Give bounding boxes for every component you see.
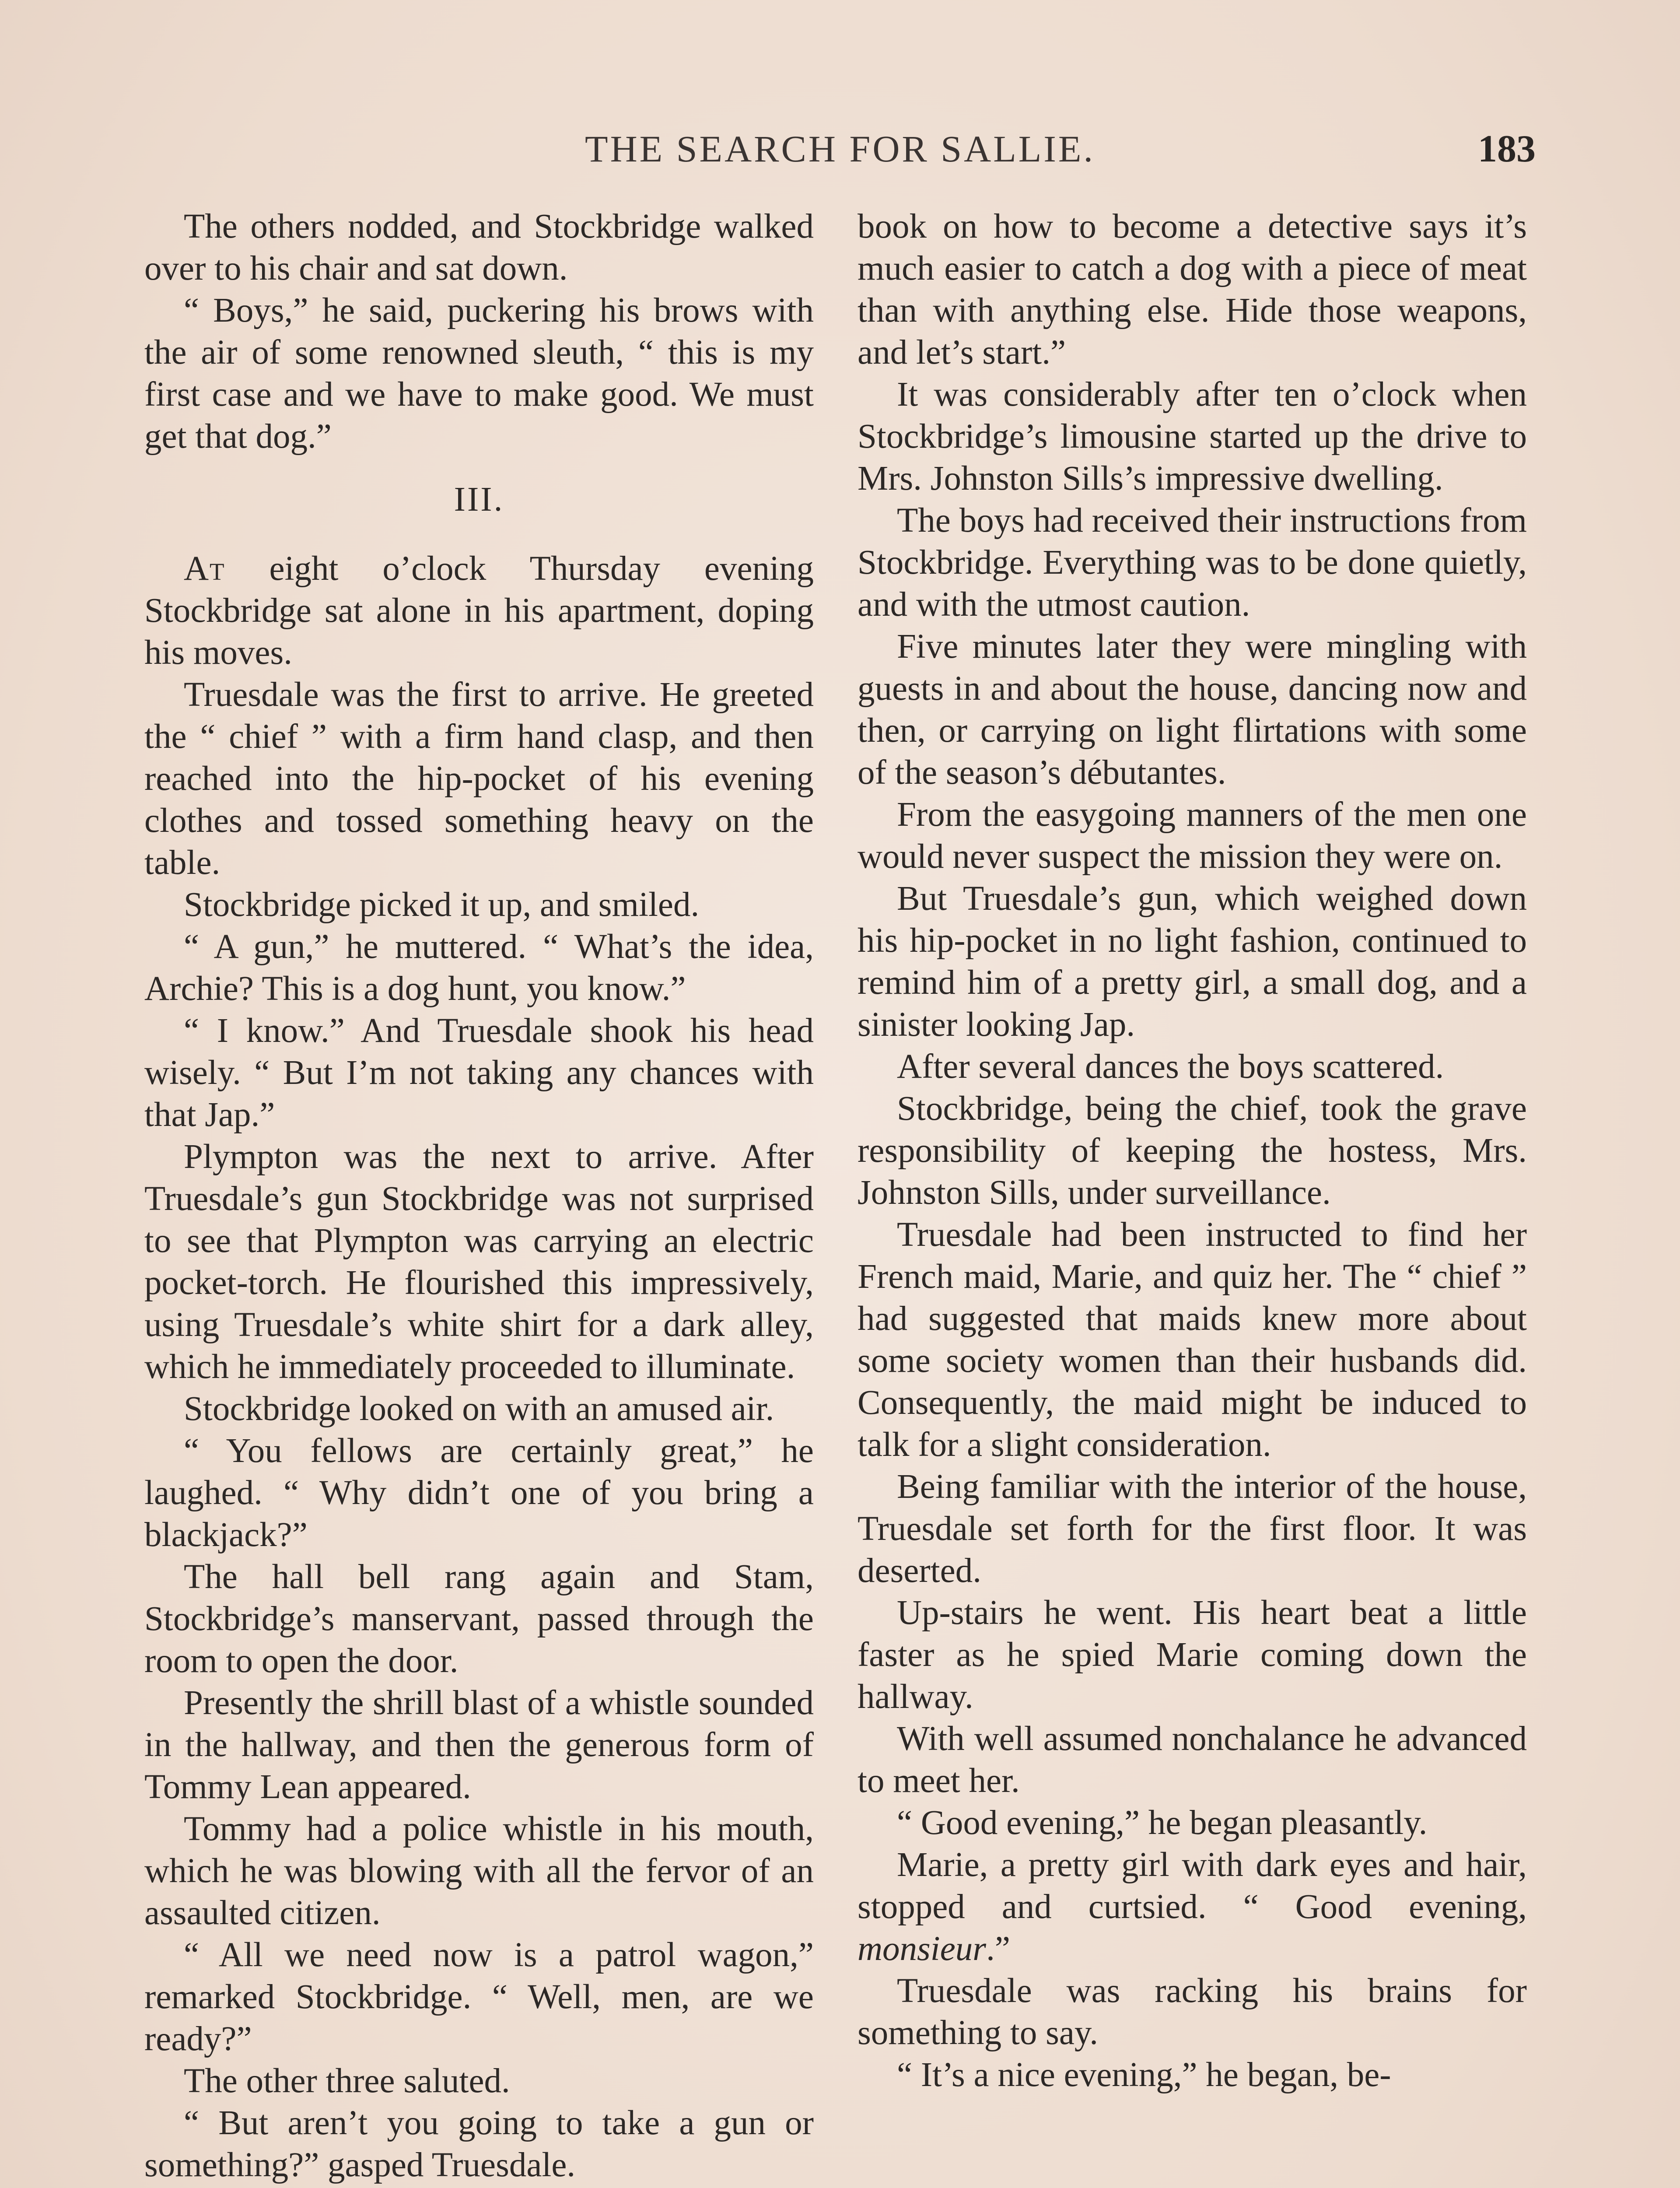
paragraph: “ You fellows are certainly great,” he laughed. “ Why didn’t one of you bring a blackjack?”	[144, 1432, 814, 1554]
paragraph: Stockbridge looked on with an amused air.	[184, 1390, 774, 1428]
paragraph: Stockbridge picked it up, and smiled.	[184, 886, 700, 924]
right-column	[858, 206, 1527, 2096]
paragraph: Up-stairs he went. His heart beat a little faster as he spied Marie coming down the hallway.	[858, 1594, 1527, 1716]
section-heading: III.	[454, 480, 504, 519]
paragraph: Truesdale had been instructed to find her French maid, Marie, and quiz her. The “ chief ” had suggested that maids knew more about some society women than their husbands did. Consequently, the maid might be induced to talk for a slight consideration.	[858, 1216, 1527, 1464]
paragraph: The hall bell rang again and Stam, Stockbridge’s manservant, passed through the room to open the door.	[144, 1558, 814, 1680]
paragraph: “ I know.” And Truesdale shook his head wisely. “ But I’m not taking any chances with that Jap.”	[144, 1012, 814, 1134]
paragraph: Presently the shrill blast of a whistle sounded in the hallway, and then the generous form of Tommy Lean appeared.	[144, 1684, 814, 1806]
paragraph: “ All we need now is a patrol wagon,” remarked Stockbridge. “ Well, men, are we ready?”	[144, 1936, 814, 2058]
paragraph: The others nodded, and Stockbridge walked over to his chair and sat down.	[144, 207, 814, 288]
paragraph-text: Marie, a pretty girl with dark eyes and hair, stopped and curtsied. “ Good evening,	[858, 1846, 1527, 1926]
paragraph: book on how to become a detective says it’s much easier to catch a dog with a piece of meat than with anything else. Hide those weapons, and let’s start.”	[858, 207, 1527, 372]
left-column	[144, 206, 814, 2188]
paragraph: “ Boys,” he said, puckering his brows with the air of some renowned sleuth, “ this is my first case and we have to make good. We must get that dog.”	[144, 291, 814, 456]
paragraph: Truesdale was the first to arrive. He greeted the “ chief ” with a firm hand clasp, and then reached into the hip-pocket of his evening clothes and tossed something heavy on the table.	[144, 676, 814, 882]
paragraph-text: eight o’clock Thursday evening Stockbridge sat alone in his apartment, doping his moves.	[144, 550, 814, 672]
paragraph: But Truesdale’s gun, which weighed down his hip-pocket in no light fashion, continued to remind him of a pretty girl, a small dog, and a sinister looking Jap.	[858, 880, 1527, 1044]
drop-lead: At	[184, 550, 225, 588]
paragraph-text: .”	[986, 1930, 1010, 1968]
running-title: THE SEARCH FOR SALLIE.	[585, 128, 1095, 170]
paragraph	[858, 1844, 1527, 1970]
paragraph: Truesdale was racking his brains for something to say.	[858, 1972, 1527, 2052]
paragraph: Plympton was the next to arrive. After Truesdale’s gun Stockbridge was not surprised to see that Plympton was carrying an electric pocket-torch. He flourished this impressively, using Truesdale’s white shirt for a dark alley, which he immediately proceeded to illuminate.	[144, 1138, 814, 1386]
page-number: 183	[1478, 128, 1536, 170]
paragraph: “ It’s a nice evening,” he began, be-	[897, 2056, 1391, 2094]
paragraph: “ A gun,” he muttered. “ What’s the idea, Archie? This is a dog hunt, you know.”	[144, 928, 814, 1008]
paragraph: The boys had received their instructions from Stockbridge. Everything was to be done quietly, and with the utmost caution.	[858, 501, 1527, 624]
paragraph: With well assumed nonchalance he advanced to meet her.	[858, 1720, 1527, 1800]
paragraph: “ Good evening,” he began pleasantly.	[897, 1804, 1428, 1842]
paragraph	[144, 548, 814, 674]
paragraph: The other three saluted.	[184, 2062, 510, 2100]
paragraph: Five minutes later they were mingling with guests in and about the house, dancing now and then, or carrying on light flirtations with some of the season’s débutantes.	[858, 628, 1527, 792]
paragraph: Stockbridge, being the chief, took the grave responsibility of keeping the hostess, Mrs. Johnston Sills, under surveillance.	[858, 1090, 1527, 1212]
paragraph: It was considerably after ten o’clock when Stockbridge’s limousine started up the drive to Mrs. Johnston Sills’s impressive dwelling.	[858, 375, 1527, 498]
paragraph	[144, 2186, 814, 2188]
paragraph: Tommy had a police whistle in his mouth, which he was blowing with all the fervor of an assaulted citizen.	[144, 1810, 814, 1932]
paragraph: “ But aren’t you going to take a gun or something?” gasped Truesdale.	[144, 2104, 814, 2184]
italic-word: monsieur	[858, 1930, 987, 1968]
running-head	[144, 127, 1536, 184]
paragraph: Being familiar with the interior of the house, Truesdale set forth for the first floor. It was deserted.	[858, 1468, 1527, 1590]
paragraph: After several dances the boys scattered.	[897, 1048, 1444, 1086]
paragraph: From the easygoing manners of the men one would never suspect the mission they were on.	[858, 796, 1527, 876]
